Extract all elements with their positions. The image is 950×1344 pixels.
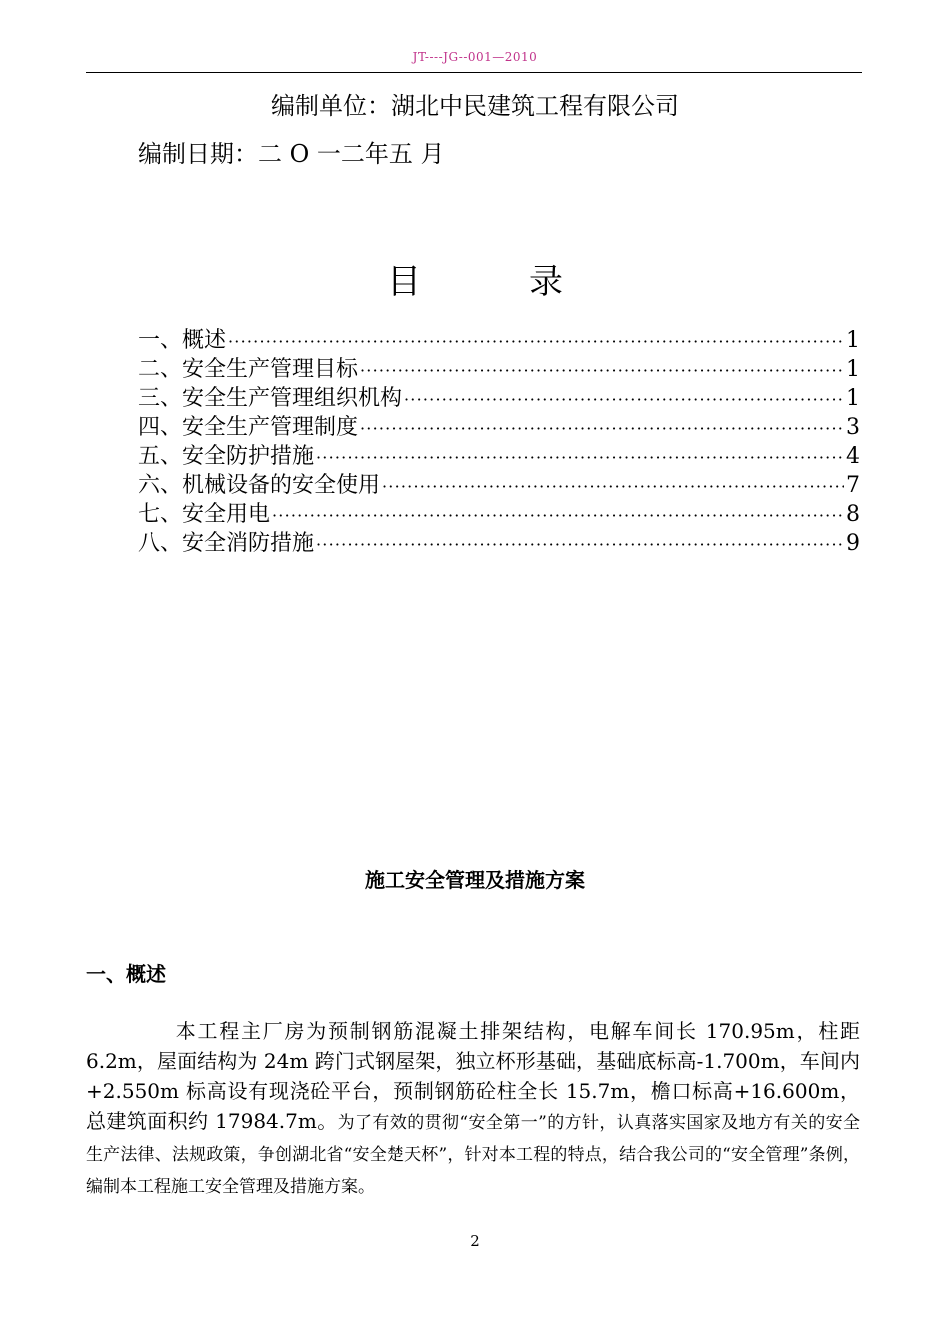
toc-entry[interactable] [138,442,860,471]
toc-entry-label: 一、概述 [138,328,227,353]
toc-entry-page: 1 [846,386,860,411]
compiling-date: 编制日期：二 O 一二年五 月 [138,140,445,168]
document-title: 施工安全管理及措施方案 [365,868,585,892]
toc-entry-page: 8 [846,502,860,527]
toc-leader-dots [404,385,844,414]
toc-leader-dots [360,414,844,443]
toc-entry-label: 五、安全防护措施 [138,444,315,469]
toc-entry-label: 八、安全消防措施 [138,531,315,556]
toc-entry-label: 六、机械设备的安全使用 [138,473,381,498]
toc-entry-label: 三、安全生产管理组织机构 [138,386,403,411]
toc-entry-page: 1 [846,328,860,353]
toc-leader-dots [228,327,844,356]
section-heading: 一、概述 [86,962,166,986]
toc-title: 目 录 [386,262,564,302]
toc-entry-label: 七、安全用电 [138,502,271,527]
toc-leader-dots [316,530,844,559]
toc-entry-page: 4 [846,444,860,469]
toc-entry-page: 1 [846,357,860,382]
header-rule [86,72,862,73]
toc-entry-page: 7 [846,473,860,498]
paragraph-text-main: 本工程主厂房为预制钢筋混凝土排架结构，电解车间长 170.95m，柱距 6.2m，屋面结构为 24m 跨门式钢屋架，独立杯形基础，基础底标高-1.700m，车间内+2.550m 标高设有现浇砼平台，预制钢筋砼柱全长 15.7m，檐口标高+16.600m，总建筑面积约 17984.7m。 [86,1019,860,1133]
table-of-contents [138,326,860,558]
document-code-header: JT----JG--001—2010 [412,50,538,64]
toc-entry-page: 3 [846,415,860,440]
toc-entry-label: 四、安全生产管理制度 [138,415,359,440]
page-number: 2 [470,1232,480,1250]
toc-entry[interactable] [138,413,860,442]
compiling-unit: 编制单位：湖北中民建筑工程有限公司 [271,92,679,120]
toc-leader-dots [360,356,844,385]
toc-entry[interactable] [138,355,860,384]
overview-paragraph [86,1016,860,1202]
toc-entry[interactable] [138,471,860,500]
toc-entry[interactable] [138,384,860,413]
toc-entry[interactable] [138,326,860,355]
toc-entry-label: 二、安全生产管理目标 [138,357,359,382]
toc-leader-dots [382,472,844,501]
toc-leader-dots [272,501,844,530]
toc-entry[interactable] [138,529,860,558]
toc-entry-page: 9 [846,531,860,556]
toc-leader-dots [316,443,844,472]
toc-entry[interactable] [138,500,860,529]
paragraph-text-small: 为了有效的贯彻“安全第一”的方针，认真落实国家及地方有关的安全生产法律、法规政策，争创湖北省“安全楚天杯”，针对本工程的特点，结合我公司的“安全管理”条例，编制本工程施工安全管理及措施方案。 [86,1113,860,1197]
